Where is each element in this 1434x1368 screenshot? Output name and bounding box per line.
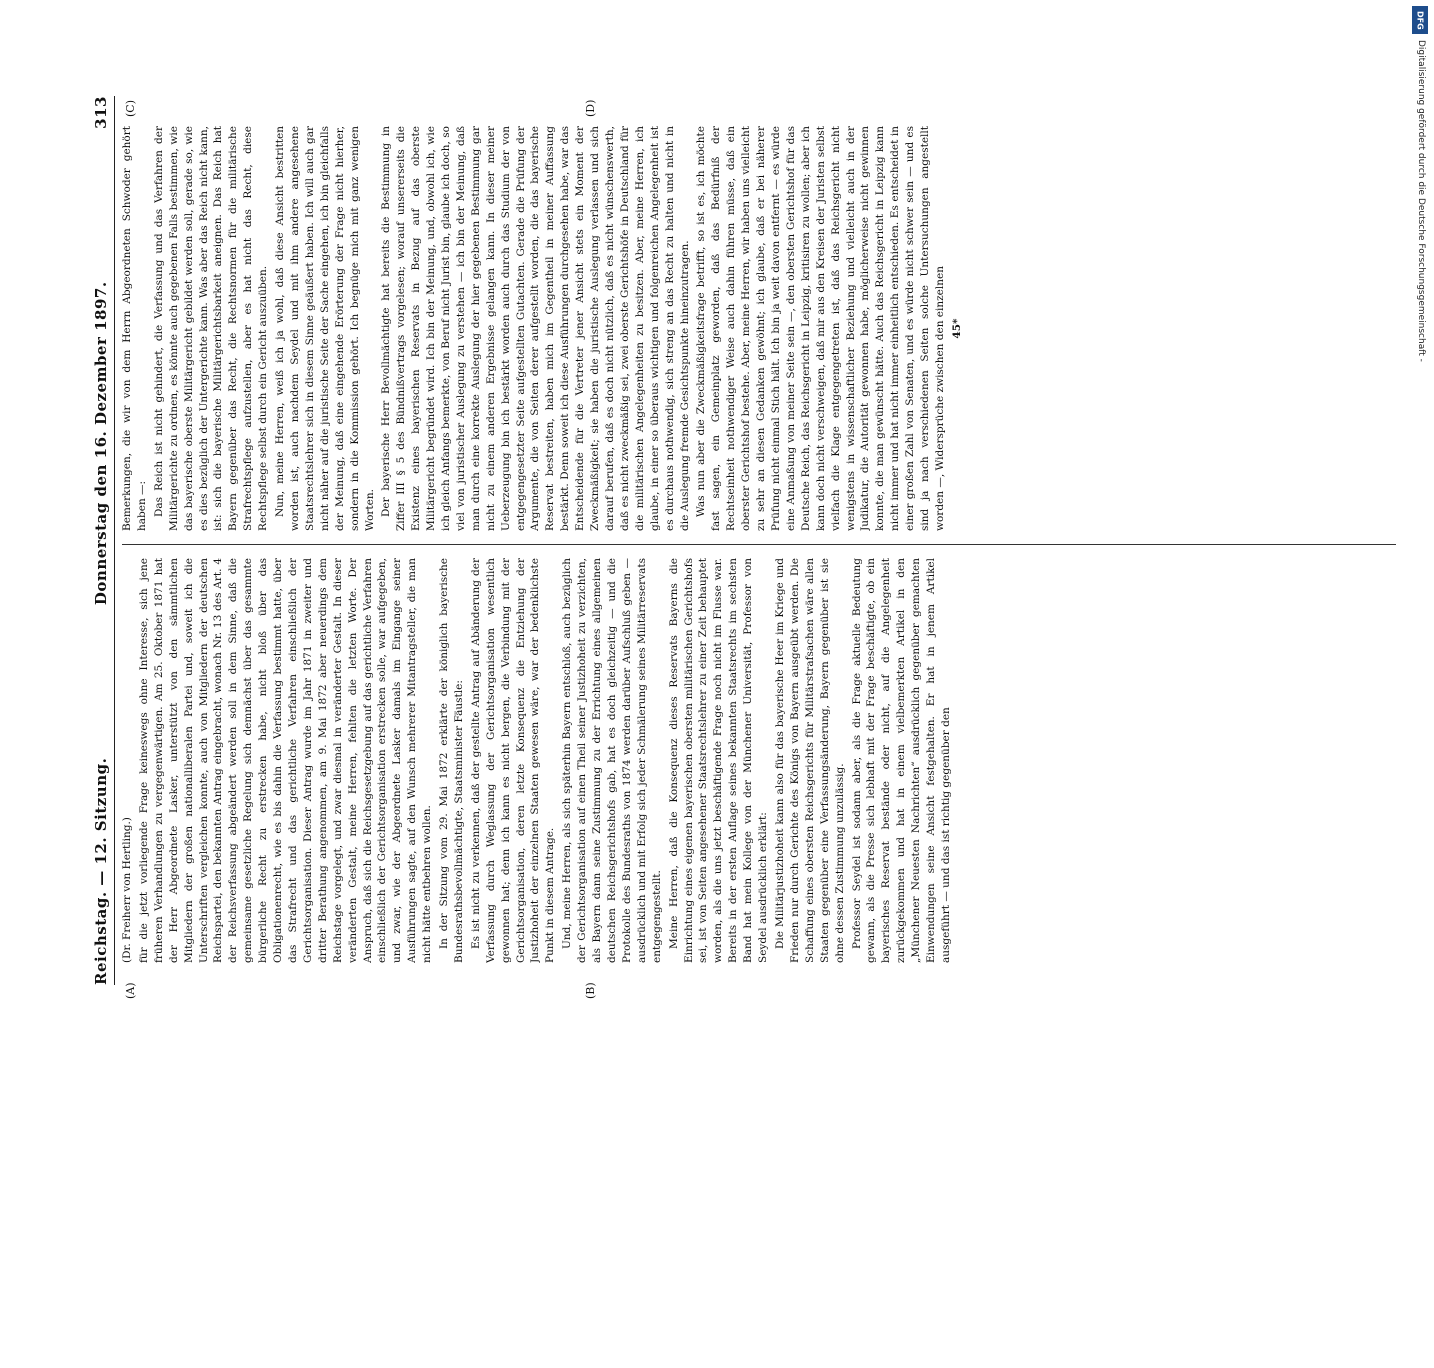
left-paragraph: In der Sitzung vom 29. Mai 1872 erklärte der königlich bayerische Bundesrathsbevollmächtigte, Staatsminister Fäustle: (438, 558, 465, 963)
dfg-logo: DFG (1412, 6, 1428, 34)
speaker-label: (Dr. Freiherr von Hertling.) (121, 817, 133, 963)
rotated-page (84, 78, 1404, 1003)
right-paragraph: Was nun aber die Zweckmäßigkeitsfrage betrifft, so ist es, ich möchte fast sagen, ein Gemeinplatz geworden, daß das Bedürfniß der Rechtseinheit nothwendiger Weise auch dahin führen müsse, daß ein oberster Gerichtshof bestehe. Aber, meine Herren, wir haben uns vielleicht zu sehr an diesen Gedanken gewöhnt; ich glaube, daß er bei näherer Prüfung nicht einmal Stich hält. Ich bin ja weit davon entfernt — es würde eine Anmaßung von meiner Seite sein —, den obersten Gerichtshof für das Deutsche Reich, das Reichsgericht in Leipzig, kritisiren zu wollen; aber ich kann doch nicht verschweigen, daß mir aus den Kreisen der Juristen selbst vielfach die Klage entgegengetreten ist, daß das Reichsgericht nicht wenigstens in wissenschaftlicher Beziehung und vielleicht auch in der Judikatur, die Autorität gewonnen habe, möglicherweise nicht gewinnen konnte, die man gewünscht hätte. Auch das Reichsgericht in Leipzig kann nicht immer und hat nicht immer einheitlich entschieden. Es entscheidet in einer großen Zahl von Senaten, und es würde nicht schwer sein — und es sind ja nach verschiedenen Seiten solche Untersuchungen angestellt worden —, Widersprüche zwischen den einzelnen (695, 126, 946, 531)
header-date: Donnerstag den 16. Dezember 1897. (92, 281, 110, 606)
digitization-note (1412, 40, 1426, 740)
marker-b: (B) (584, 982, 597, 999)
scanned-page-area (84, 78, 992, 1368)
left-paragraph: Meine Herren, daß die Konsequenz dieses Reservats Bayerns die Einrichtung eines eigenen bayerischen obersten militärischen Gerichtshofs sei, ist von Seiten angesehener Staatsrechtslehrer zu einer Zeit behauptet worden, als die uns jetzt beschäftigende Frage noch nicht im Flusse war. Bereits in der ersten Auflage seines bekannten Staatsrechts im sechsten Band hat mein Kollege von der Münchener Universität, Professor von Seydel ausdrücklich erklärt: (667, 558, 770, 963)
right-paragraph-quote: Das Reich ist nicht gehindert, die Verfassung und das Verfahren der Militärgerichte zu ordnen, es könnte auch gegebenen Falls bestimmen, wie das bayerische oberste Militärgericht gebildet werden soll, gerade so, wie es dies bezüglich der Untergerichte kann. Was aber das Reich nicht kann, ist: sich die bayerische Militärgerichtsbarkeit aneignen. Das Reich hat Bayern gegenüber das Recht, die Rechtsnormen für die militärische Strafrechtspflege aufzustellen, aber es hat nicht das Recht, diese Rechtspflege selbst durch ein Gericht auszuüben. (152, 126, 270, 531)
marker-c: (C) (124, 100, 137, 117)
signature-mark: 45* (950, 318, 963, 339)
left-paragraph: Professor Seydel ist sodann aber, als die Frage aktuelle Bedeutung gewann, als die Presse sich lebhaft mit der Frage beschäftigte, ob ein bayerisches Reservat bestände oder nicht, auf die Angelegenheit zurückgekommen und hat in einem vielbemerkten Artikel in den „Münchener Neuesten Nachrichten“ ausdrücklich gegenüber gemachten Einwendungen seine Ansicht festgehalten. Er hat in jenem Artikel ausgeführt — und das ist richtig gegenüber den (850, 558, 952, 963)
right-paragraph: Nun, meine Herren, weiß ich ja wohl, daß diese Ansicht bestritten worden ist, auch nachdem Seydel und mit ihm andere angesehene Staatsrechtslehrer sich in diesem Sinne geäußert haben. Ich will auch gar nicht näher auf die juristische Seite der Sache eingehen, ich bin gleichfalls der Meinung, daß eine eingehende Erörterung der Frage nicht hierher, sondern in die Kommission gehört. Ich begnüge mich mit ganz wenigen Worten. (274, 126, 376, 531)
left-paragraph: für die jetzt vorliegende Frage keineswegs ohne Interesse, sich jene früheren Verhandlungen zu vergegenwärtigen. Am 25. Oktober 1871 hat der Herr Abgeordnete Lasker, unterstützt von den sämmtlichen Mitgliedern der großen nationalliberalen Partei und, soweit ich die Unterschriften vergleichen konnte, auch von Mitgliedern der deutschen Reichspartei, den bekannten Antrag eingebracht, wonach Nr. 13 des Art. 4 der Reichsverfassung abgeändert werden soll in dem Sinne, daß die gemeinsame gesetzliche Regelung sich demnächst über das gesammte bürgerliche Recht zu erstrecken habe, nicht bloß über das Obligationenrecht, wie es bis dahin die Verfassung bestimmt hatte, über das Strafrecht und das gerichtliche Verfahren einschließlich der Gerichtsorganisation. Dieser Antrag wurde im Jahr 1871 in zweiter und dritter Berathung angenommen, am 9. Mai 1872 aber neuerdings dem Reichstage vorgelegt, und zwar diesmal in veränderter Gestalt. In dieser veränderten Gestalt, meine Herren, fehlten die letzten Worte. Der Anspruch, daß sich die Reichsgesetzgebung auf das gerichtliche Verfahren einschließlich der Gerichtsorganisation erstrecken solle, war aufgegeben, und zwar, wie der Abgeordnete Lasker damals im Eingange seiner Ausführungen sagte, auf den Wunsch mehrerer Mitantragsteller, die man nicht hätte entbehren wollen. (137, 558, 434, 963)
header-rule (114, 96, 115, 985)
header-left: Reichstag. — 12. Sitzung. (92, 757, 110, 985)
right-column (120, 126, 1398, 531)
left-paragraph-quote: Die Militärjustizhoheit kann also für das bayerische Heer im Kriege und Frieden nur durch Gerichte des Königs von Bayern ausgeübt werden. Die Schaffung eines obersten Reichsgerichts für Militärstrafsachen wäre allen Staaten gegenüber eine Verfassungsänderung, Bayern gegenüber ist sie ohne dessen Zustimmung unzulässig. (773, 558, 846, 963)
right-paragraph: Der bayerische Herr Bevollmächtigte hat bereits die Bestimmung in Ziffer III § 5 des Bündnißvertrags vorgelesen; worauf unsererseits die Existenz eines bayerischen Reservats in Bezug auf das oberste Militärgericht begründet wird. Ich bin der Meinung, und, obwohl ich, wie ich gleich Anfangs bemerkte, von Beruf nicht Jurist bin, glaube ich doch, so viel von juristischer Auslegung zu verstehen — ich bin der Meinung, daß man durch eine korrekte Auslegung der hier gegebenen Bestimmung gar nicht zu einem anderen Ergebnisse gelangen kann. In dieser meiner Ueberzeugung bin ich bestärkt worden auch durch das Studium der von entgegengesetzter Seite aufgestellten Gutachten. Gerade die Prüfung der Argumente, die von Seiten derer aufgestellt worden, die das bayerische Reservat bestreiten, haben mich im Gegentheil in meiner Auffassung bestärkt. Denn soweit ich diese Ausführungen durchgesehen habe, war das Entscheidende für die Vertreter jener Ansicht stets ein Moment der Zweckmäßigkeit; sie haben die juristische Auslegung verlassen und sich darauf berufen, daß es doch nicht nützlich, daß es nicht wünschenswerth, daß es nicht zweckmäßig sei, zwei oberste Gerichtshöfe in Deutschland für die militärischen Angelegenheiten zu besitzen. Aber, meine Herren, ich glaube, in einer so überaus wichtigen und folgenreichen Angelegenheit ist es durchaus nothwendig, sich streng an das Recht zu halten und nicht in die Auslegung fremde Gesichtspunkte hineinzutragen. (380, 126, 691, 531)
left-paragraph: Und, meine Herren, als sich späterhin Bayern entschloß, auch bezüglich der Gerichtsorganisation auf einen Theil seiner Justizhoheit zu verzichten, als Bayern dann seine Zustimmung zu der Errichtung eines allgemeinen deutschen Reichsgerichtshofs gab, hat es doch gleichzeitig — und die Protokolle des Bundesraths von 1874 werden darüber Aufschluß geben — ausdrücklich und mit Erfolg sich jeder Schmälerung seines Militärreservats entgegengestellt. (561, 558, 663, 963)
marker-d: (D) (584, 99, 597, 117)
left-column (120, 558, 1398, 963)
column-divider (122, 544, 1396, 545)
left-paragraph-quote: Es ist nicht zu verkennen, daß der gestellte Antrag auf Abänderung der Verfassung durch Weglassung der Gerichtsorganisation wesentlich gewonnen hat; denn ich kann es nicht bergen, die Verbindung mit der Gerichtsorganisation, deren letzte Konsequenz die Entziehung der Justizhoheit der einzelnen Staaten gewesen wäre, war der bedenklichste Punkt in diesem Antrage. (469, 558, 557, 963)
digitization-text: Digitalisierung gefördert durch die Deutsche Forschungsgemeinschaft - (1416, 40, 1426, 362)
right-paragraph: Bemerkungen, die wir von dem Herrn Abgeordneten Schwoder gehört haben —: (121, 126, 148, 531)
page-number: 313 (92, 96, 110, 129)
page-header (90, 96, 112, 985)
marker-a: (A) (124, 982, 137, 999)
